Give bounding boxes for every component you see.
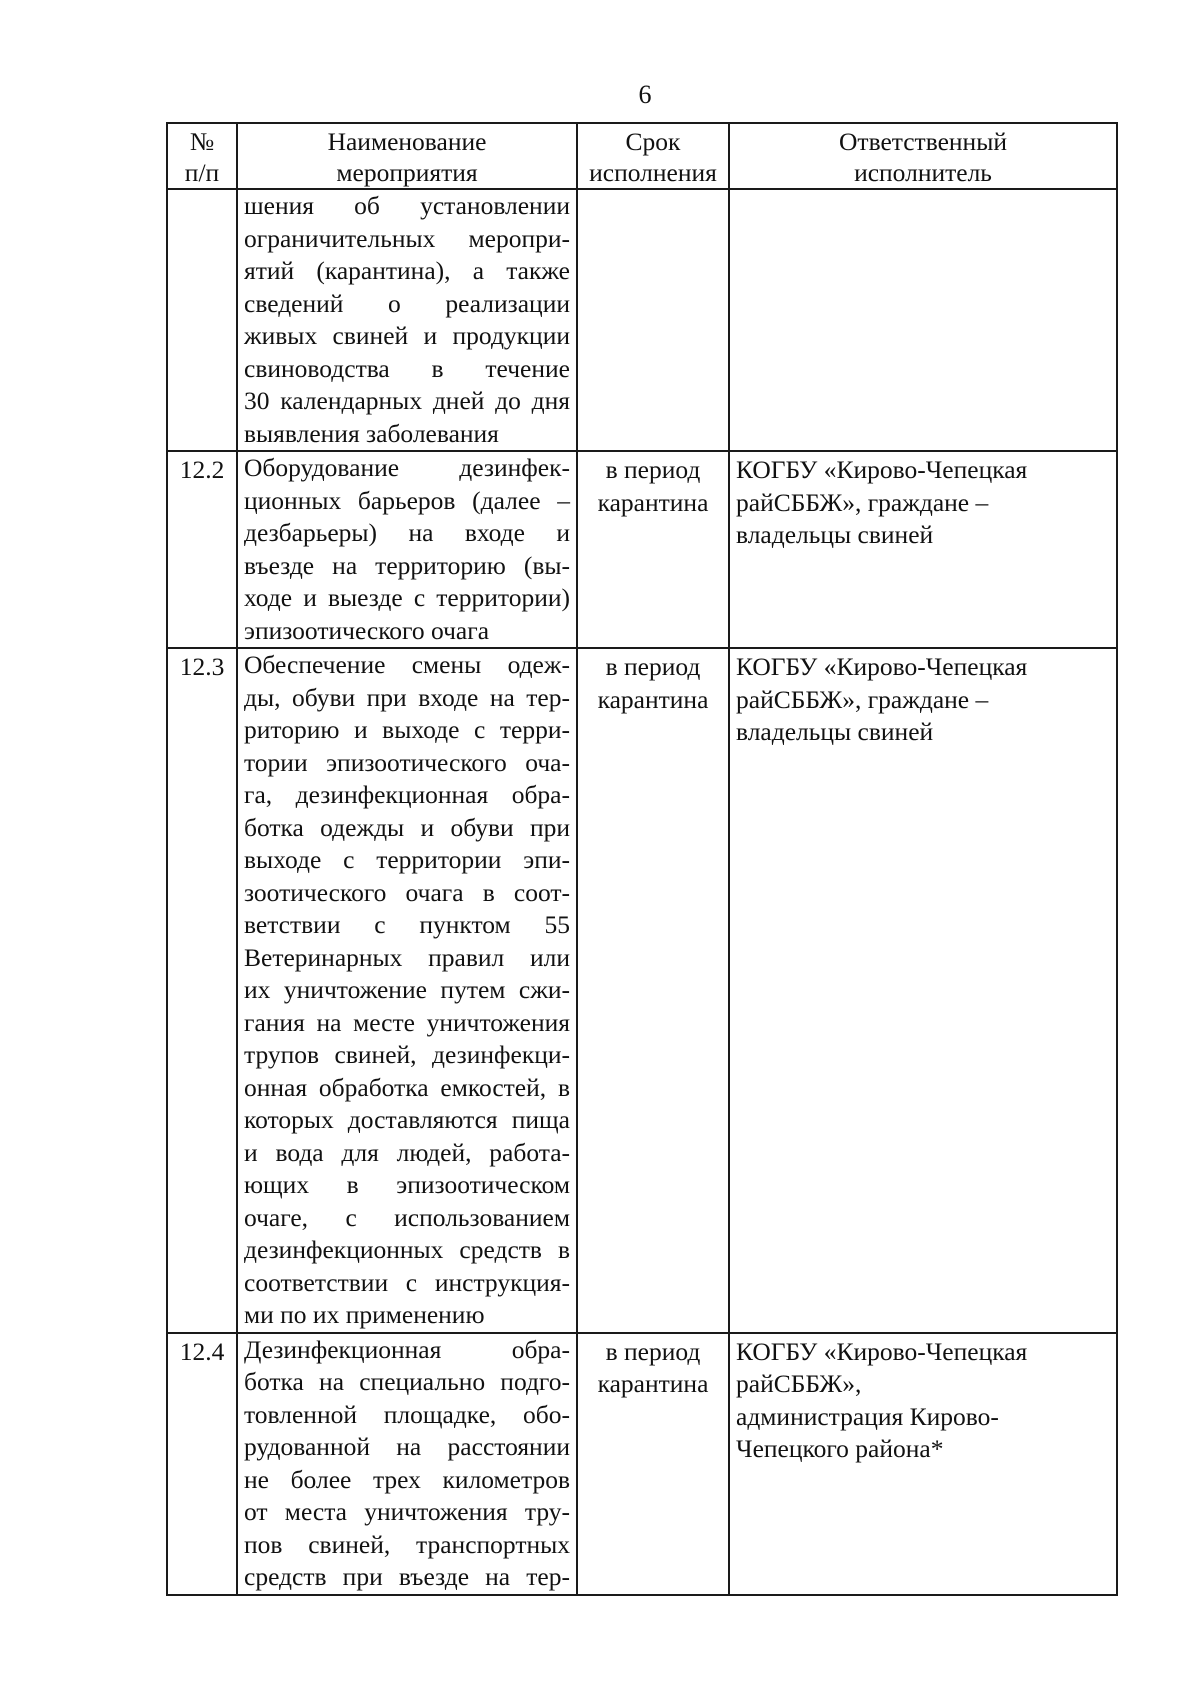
responsible-executor-line: КОГБУ «Кирово-Чепецкая: [736, 652, 1028, 681]
execution-term-line: в период: [605, 455, 701, 484]
responsible-executor: [729, 451, 1117, 648]
measure-name-line: дезинфекционных средств в: [244, 1235, 570, 1264]
responsible-executor-line: Чепецкого района*: [736, 1434, 944, 1463]
measure-name-line: трупов свиней, дезинфекци-: [244, 1040, 570, 1069]
responsible-executor-line: райСББЖ», граждане –: [736, 487, 989, 517]
table-row: [167, 451, 1117, 648]
responsible-executor-line: райСББЖ», граждане –: [736, 684, 989, 714]
table-row: [167, 1333, 1117, 1595]
measure-name-line: очаге, с использованием: [244, 1202, 570, 1232]
row-number: 12.2: [167, 451, 237, 648]
execution-term: [577, 1333, 729, 1595]
measure-name-line: сведений о реализации: [244, 288, 570, 318]
execution-term: [577, 451, 729, 648]
table-row: [167, 648, 1117, 1333]
measure-name-line: Обеспечение смены одеж-: [244, 650, 570, 679]
measure-name-line: зоотического очага в соот-: [244, 877, 570, 907]
measure-name-line: ходе и выезде с территории): [244, 583, 570, 612]
row-number: 12.4: [167, 1333, 237, 1595]
measure-name-line: въезде на территорию (вы-: [244, 550, 570, 580]
header-responsible: Ответственный исполнитель: [729, 123, 1117, 189]
measure-name-line: выявления заболевания: [244, 418, 499, 448]
measure-name-line: ограничительных меропри-: [244, 223, 570, 253]
measure-name-line: тории эпизоотического оча-: [244, 747, 570, 777]
measure-name-line: рудованной на расстоянии: [244, 1432, 570, 1461]
execution-term: [577, 189, 729, 451]
responsible-executor-line: райСББЖ»,: [736, 1369, 862, 1398]
execution-term: [577, 648, 729, 1333]
measure-name-line: Оборудование дезинфек-: [244, 453, 570, 482]
execution-term-line: в период: [605, 652, 701, 681]
measure-name-line: гания на месте уничтожения: [244, 1007, 570, 1037]
measure-name-line: Дезинфекционная обра-: [244, 1334, 570, 1364]
measures-table: [166, 122, 1118, 1596]
measure-name-line: средств при въезде на тер-: [244, 1562, 570, 1591]
measure-name: [237, 648, 577, 1333]
measure-name-line: Ветеринарных правил или: [244, 942, 570, 972]
measure-name-line: ющих в эпизоотическом: [244, 1170, 570, 1199]
table-header-row: [167, 123, 1117, 189]
measure-name: [237, 189, 577, 451]
measure-name-line: 30 календарных дней до дня: [244, 386, 570, 415]
responsible-executor: [729, 648, 1117, 1333]
measure-name-line: живых свиней и продукции: [244, 321, 570, 350]
responsible-executor: [729, 189, 1117, 451]
measure-name-line: ционных барьеров (далее –: [244, 485, 570, 515]
measure-name-line: пов свиней, транспортных: [244, 1529, 570, 1559]
responsible-executor-line: КОГБУ «Кирово-Чепецкая: [736, 455, 1028, 484]
execution-term-line: карантина: [597, 1369, 709, 1398]
measure-name-line: свиноводства в течение: [244, 353, 570, 383]
measure-name-line: шения об установлении: [244, 191, 570, 220]
execution-term-line: в период: [605, 1336, 701, 1366]
header-term: Срок исполнения: [577, 123, 729, 189]
execution-term-line: карантина: [597, 487, 709, 517]
header-num: № п/п: [167, 123, 237, 189]
measure-name-line: онная обработка емкостей, в: [244, 1072, 570, 1102]
measure-name-line: га, дезинфекционная обра-: [244, 780, 570, 809]
measure-name-line: эпизоотического очага: [244, 615, 490, 645]
measure-name-line: ботка на специально подго-: [244, 1367, 570, 1396]
measure-name-line: их уничтожение путем сжи-: [244, 975, 570, 1004]
measure-name-line: ды, обуви при входе на тер-: [244, 682, 570, 712]
measure-name-line: ятий (карантина), а также: [244, 256, 570, 285]
responsible-executor-line: владельцы свиней: [736, 717, 934, 746]
measure-name-line: и вода для людей, работа-: [244, 1137, 570, 1167]
measure-name-line: дезбарьеры) на входе и: [244, 518, 570, 547]
measure-name-line: выходе с территории эпи-: [244, 845, 570, 874]
row-number: 12.3: [167, 648, 237, 1333]
measure-name-line: ботка одежды и обуви при: [244, 812, 570, 842]
measure-name-line: товленной площадке, обо-: [244, 1399, 570, 1429]
measure-name-line: от места уничтожения тру-: [244, 1497, 570, 1526]
responsible-executor-line: администрация Кирово-: [736, 1401, 999, 1431]
measure-name: [237, 1333, 577, 1595]
measure-name: [237, 451, 577, 648]
measure-name-line: риторию и выходе с терри-: [244, 715, 570, 744]
page-number: 6: [638, 80, 652, 109]
responsible-executor-line: КОГБУ «Кирово-Чепецкая: [736, 1336, 1028, 1366]
measure-name-line: соответствии с инструкция-: [244, 1267, 570, 1297]
table-row: [167, 189, 1117, 451]
responsible-executor: [729, 1333, 1117, 1595]
measure-name-line: ветствии с пунктом 55: [244, 910, 570, 939]
measure-name-line: которых доставляются пища: [244, 1105, 570, 1134]
row-number: [167, 189, 237, 451]
responsible-executor-line: владельцы свиней: [736, 520, 934, 549]
measure-name-line: не более трех километров: [244, 1464, 570, 1494]
measure-name-line: ми по их применению: [244, 1300, 485, 1329]
header-name: Наименование мероприятия: [237, 123, 577, 189]
execution-term-line: карантина: [597, 684, 709, 714]
